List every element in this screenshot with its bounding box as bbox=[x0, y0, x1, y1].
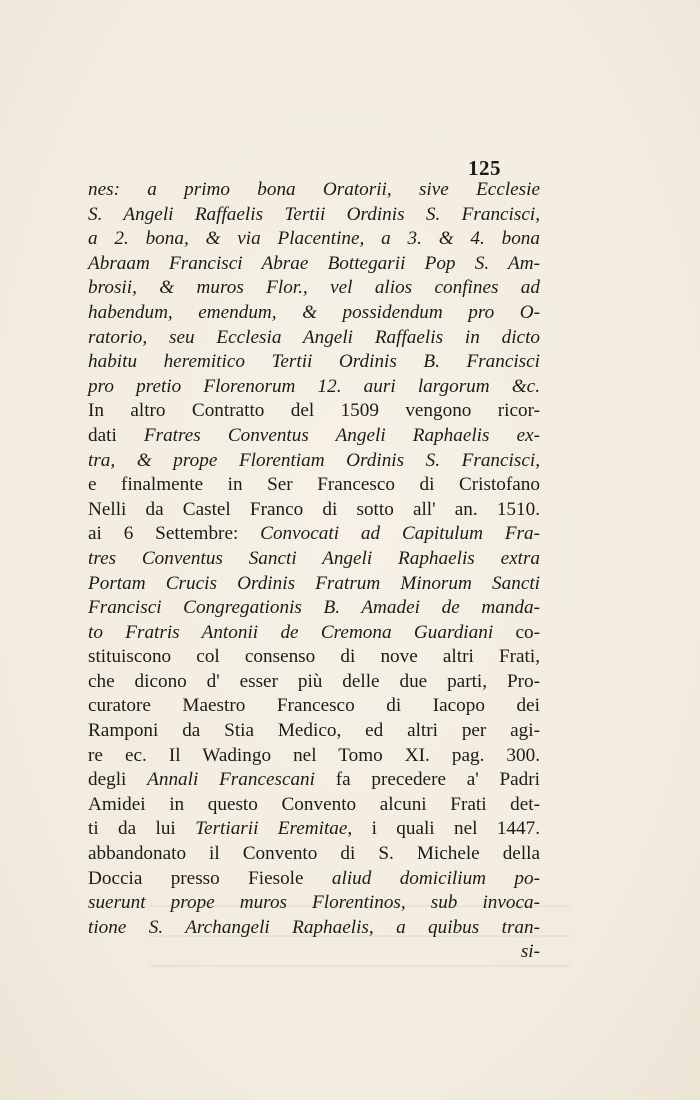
text-line bbox=[88, 842, 540, 867]
roman-text-segment: e finalmente in Ser Francesco di Cristofano bbox=[88, 474, 540, 496]
text-line bbox=[88, 522, 540, 547]
text-line bbox=[88, 719, 540, 744]
italic-text-segment: Portam Crucis Ordinis Fratrum Minorum Sancti bbox=[88, 572, 540, 594]
roman-text-segment: abbandonato il Convento di S. Michele della bbox=[88, 843, 540, 865]
text-line bbox=[88, 252, 540, 277]
text-line bbox=[88, 473, 540, 498]
text-line bbox=[88, 744, 540, 769]
text-line bbox=[88, 596, 540, 621]
italic-text-segment: brosii, & muros Flor., vel alios confines ad bbox=[88, 277, 540, 299]
italic-text-segment: suerunt prope muros Florentinos, sub invoca- bbox=[88, 892, 540, 914]
roman-text-segment: che dicono d' esser più delle due parti, Pro- bbox=[88, 670, 540, 692]
text-line bbox=[88, 867, 540, 892]
italic-text-segment: S. Angeli Raffaelis Tertii Ordinis S. Francisci, bbox=[88, 203, 540, 225]
text-line bbox=[88, 276, 540, 301]
text-line bbox=[88, 301, 540, 326]
italic-text-segment: Abraam Francisci Abrae Bottegarii Pop S. Am- bbox=[88, 252, 540, 274]
text-line bbox=[88, 547, 540, 572]
italic-text-segment: tres Conventus Sancti Angeli Raphaelis extra bbox=[88, 547, 540, 569]
text-line bbox=[88, 940, 540, 965]
roman-text-segment: Ramponi da Stia Medico, ed altri per agi- bbox=[88, 720, 540, 742]
italic-text-segment: pro pretio Florenorum 12. auri largorum &c. bbox=[88, 375, 540, 397]
roman-text-segment: re ec. Il Wadingo nel Tomo XI. pag. 300. bbox=[88, 744, 540, 766]
italic-text-segment: si- bbox=[520, 941, 540, 963]
italic-text-segment: tra, & prope Florentiam Ordinis S. Francisci, bbox=[88, 449, 540, 471]
text-line bbox=[88, 399, 540, 424]
italic-text-segment: Annali Francescani bbox=[147, 769, 315, 791]
text-line bbox=[88, 498, 540, 523]
text-line bbox=[88, 916, 540, 941]
roman-text-segment: dati bbox=[88, 424, 144, 446]
text-line bbox=[88, 227, 540, 252]
italic-text-segment: Francisci Congregationis B. Amadei de manda- bbox=[88, 597, 540, 619]
text-line bbox=[88, 768, 540, 793]
text-line bbox=[88, 326, 540, 351]
roman-text-segment: degli bbox=[88, 769, 148, 791]
italic-text-segment: Fratres Conventus Angeli Raphaelis ex- bbox=[143, 424, 540, 446]
italic-text-segment: habitu heremitico Tertii Ordinis B. Francisci bbox=[88, 351, 540, 373]
text-line bbox=[88, 449, 540, 474]
italic-text-segment: tione S. Archangeli Raphaelis, a quibus tran- bbox=[88, 916, 540, 938]
text-line bbox=[88, 375, 540, 400]
text-line bbox=[88, 793, 540, 818]
roman-text-segment: ai 6 Settembre: bbox=[88, 523, 261, 545]
roman-text-segment: co- bbox=[493, 621, 541, 643]
text-line bbox=[88, 203, 540, 228]
text-line bbox=[88, 572, 540, 597]
text-line bbox=[88, 350, 540, 375]
italic-text-segment: nes: a primo bona Oratorii, sive Ecclesie bbox=[88, 179, 540, 200]
italic-text-segment: aliud domicilium po- bbox=[331, 867, 540, 889]
italic-text-segment: a 2. bona, & via Placentine, a 3. & 4. bona bbox=[88, 228, 540, 250]
text-line bbox=[88, 670, 540, 695]
text-line bbox=[88, 817, 540, 842]
text-line bbox=[88, 621, 540, 646]
text-line bbox=[88, 694, 540, 719]
text-line bbox=[88, 645, 540, 670]
roman-text-segment: Doccia presso Fiesole bbox=[88, 867, 332, 889]
italic-text-segment: to Fratris Antonii de Cremona Guardiani bbox=[88, 621, 494, 643]
italic-text-segment: Tertiarii Eremitae bbox=[195, 818, 348, 840]
roman-text-segment: In altro Contratto del 1509 vengono ricor- bbox=[88, 400, 540, 422]
roman-text-segment: ti da lui bbox=[88, 818, 196, 840]
roman-text-segment: fa precedere a' Padri bbox=[314, 769, 540, 791]
roman-text-segment: curatore Maestro Francesco di Iacopo dei bbox=[88, 695, 540, 717]
roman-text-segment: Nelli da Castel Franco di sotto all' an. 1510. bbox=[88, 498, 540, 520]
text-line bbox=[88, 424, 540, 449]
body-text bbox=[88, 178, 540, 965]
italic-text-segment: ratorio, seu Ecclesia Angeli Raffaelis in dicto bbox=[88, 326, 540, 348]
page-number: 125 bbox=[468, 156, 501, 180]
text-line bbox=[88, 178, 540, 203]
roman-text-segment: , i quali nel 1447. bbox=[347, 818, 540, 840]
text-line bbox=[88, 891, 540, 916]
roman-text-segment: stituiscono col consenso di nove altri Frati, bbox=[88, 646, 540, 668]
italic-text-segment: habendum, emendum, & possidendum pro O- bbox=[88, 301, 540, 323]
roman-text-segment: Amidei in questo Convento alcuni Frati det- bbox=[88, 793, 540, 815]
italic-text-segment: Convocati ad Capitulum Fra- bbox=[260, 523, 540, 545]
